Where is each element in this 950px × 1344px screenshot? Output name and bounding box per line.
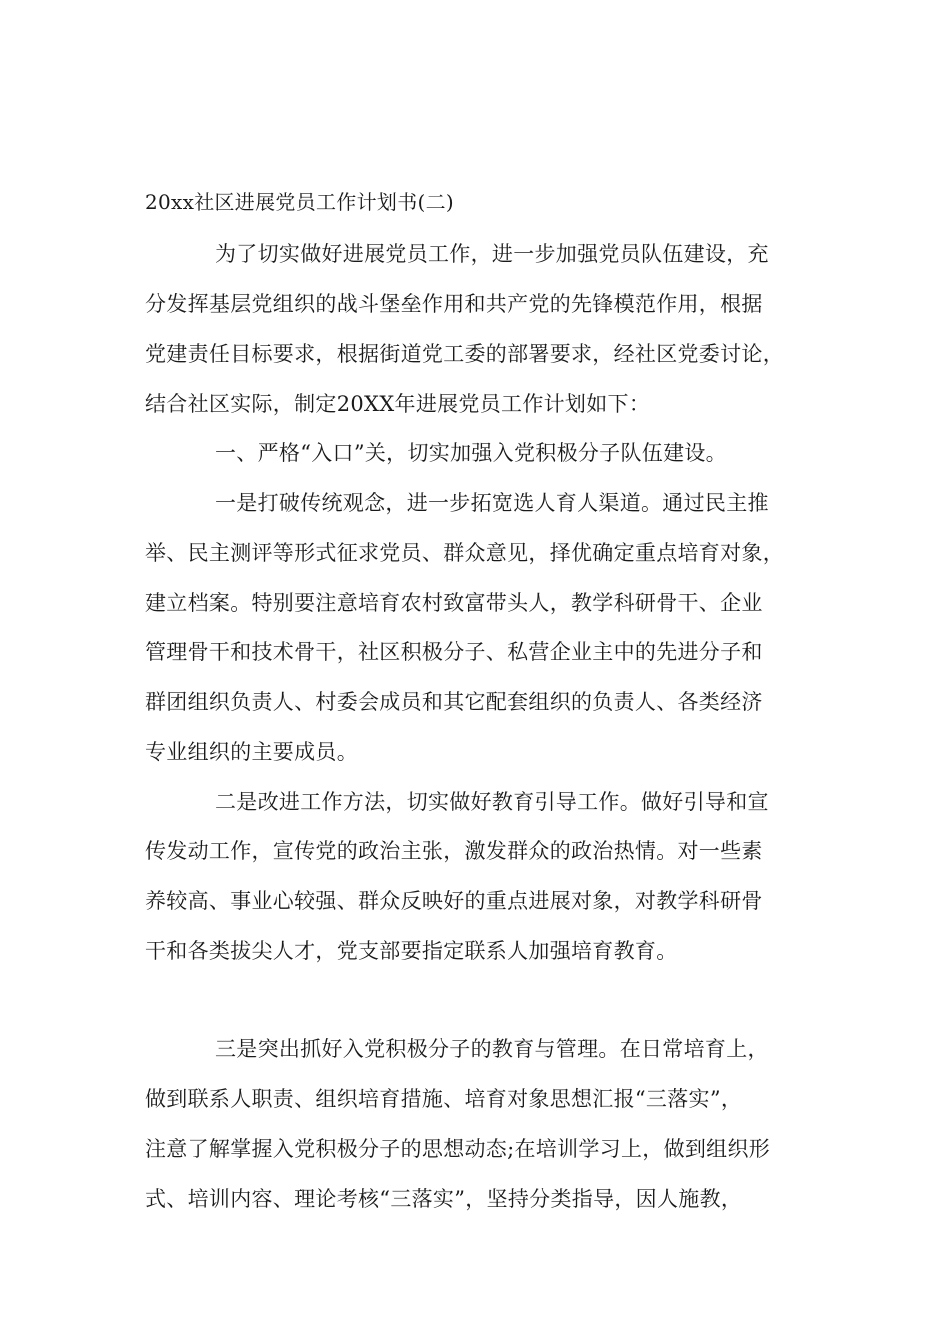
text-line: 二是改进工作方法，切实做好教育引导工作。做好引导和宣 [215, 790, 769, 814]
text-line: 党建责任目标要求，根据街道党工委的部署要求，经社区党委讨论， [145, 342, 784, 366]
text-line: 传发动工作，宣传党的政治主张，激发群众的政治热情。对一些素 [145, 839, 763, 863]
text-line: 做到联系人职责、组织培育措施、培育对象思想汇报“三落实”， [145, 1087, 743, 1111]
text-line: 专业组织的主要成员。 [145, 740, 358, 764]
text-line: 一是打破传统观念，进一步拓宽选人育人渠道。通过民主推 [215, 491, 769, 515]
text-line: 注意了解掌握入党积极分子的思想动态;在培训学习上，做到组织形 [145, 1137, 771, 1161]
text-line: 分发挥基层党组织的战斗堡垒作用和共产党的先锋模范作用，根据 [145, 292, 763, 316]
text-line: 为了切实做好进展党员工作，进一步加强党员队伍建设，充 [215, 242, 769, 266]
text-line: 管理骨干和技术骨干，社区积极分子、私营企业主中的先进分子和 [145, 640, 763, 664]
text-line: 群团组织负责人、村委会成员和其它配套组织的负责人、各类经济 [145, 690, 763, 714]
text-line: 建立档案。特别要注意培育农村致富带头人，教学科研骨干、企业 [145, 591, 763, 615]
text-line: 养较高、事业心较强、群众反映好的重点进展对象，对教学科研骨 [145, 889, 763, 913]
text-line: 举、民主测评等形式征求党员、群众意见，择优确定重点培育对象， [145, 541, 784, 565]
section-heading: 一、严格“入口”关，切实加强入党积极分子队伍建设。 [215, 441, 727, 465]
text-line: 三是突出抓好入党积极分子的教育与管理。在日常培育上， [215, 1037, 769, 1061]
text-line: 干和各类拔尖人才，党支部要指定联系人加强培育教育。 [145, 939, 678, 963]
text-line: 结合社区实际，制定20XX年进展党员工作计划如下： [145, 392, 651, 416]
document-title: 20xx社区进展党员工作计划书(二) [145, 190, 455, 214]
text-line: 式、培训内容、理论考核“三落实”，坚持分类指导，因人施教， [145, 1187, 743, 1211]
